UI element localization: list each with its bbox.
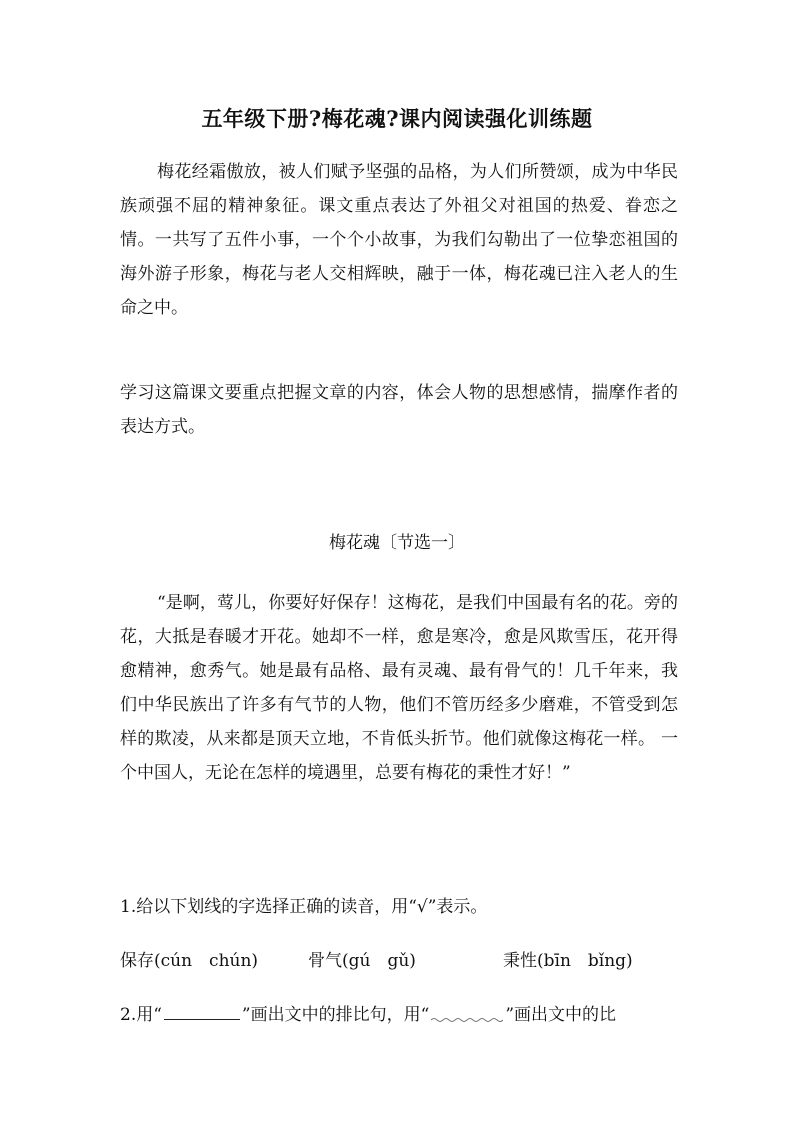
- question-1-prompt: 1.给以下划线的字选择正确的读音，用“√”表示。: [120, 897, 488, 917]
- document-title: 五年级下册?梅花魂?课内阅读强化训练题: [201, 106, 593, 131]
- question-2-part-c: ”画出文中的比: [505, 1005, 617, 1025]
- intro-paragraph-2: 学习这篇课文要重点把握文章的内容，体会人物的思想感情，揣摩作者的表达方式。: [120, 383, 678, 437]
- excerpt-title: 梅花魂〔节选一〕: [329, 533, 465, 553]
- wavy-underline-blank: [431, 1004, 503, 1020]
- pinyin-option-bingxing: 秉性(bīn bǐng): [503, 951, 633, 971]
- straight-underline-blank: [164, 1003, 240, 1020]
- pinyin-option-baocun: 保存(cún chún): [120, 951, 259, 971]
- intro-paragraph-1: 梅花经霜傲放，被人们赋予坚强的品格，为人们所赞颂，成为中华民族顽强不屈的精神象征。课文重点表达了外祖父对祖国的热爱、眷恋之情。一共写了五件小事，一个个小故事，为我们勾勒出了一位挚恋祖国的海外游子形象，梅花与老人交相辉映，融于一体，梅花魂已注入老人的生命之中。: [120, 162, 678, 318]
- question-2-prompt: [120, 998, 680, 1032]
- question-2-part-a: 2.用“: [120, 1005, 162, 1025]
- pinyin-option-guqi: 骨气(gú gǔ): [308, 951, 416, 971]
- question-2-part-b: ”画出文中的排比句，用“: [241, 1005, 430, 1025]
- excerpt-paragraph: “是啊，莺儿，你要好好保存！这梅花，是我们中国最有名的花。旁的花，大抵是春暖才开花。她却不一样，愈是寒冷，愈是风欺雪压，花开得愈精神，愈秀气。她是最有品格、最有灵魂、最有骨气的！几千年来，我们中华民族出了许多有气节的人物，他们不管历经多少磨难，不管受到怎样的欺凌，从来都是顶天立地，不肯低头折节。他们就像这梅花一样。 一个中国人，无论在怎样的境遇里，总要有梅花的秉性才好！”: [120, 593, 678, 783]
